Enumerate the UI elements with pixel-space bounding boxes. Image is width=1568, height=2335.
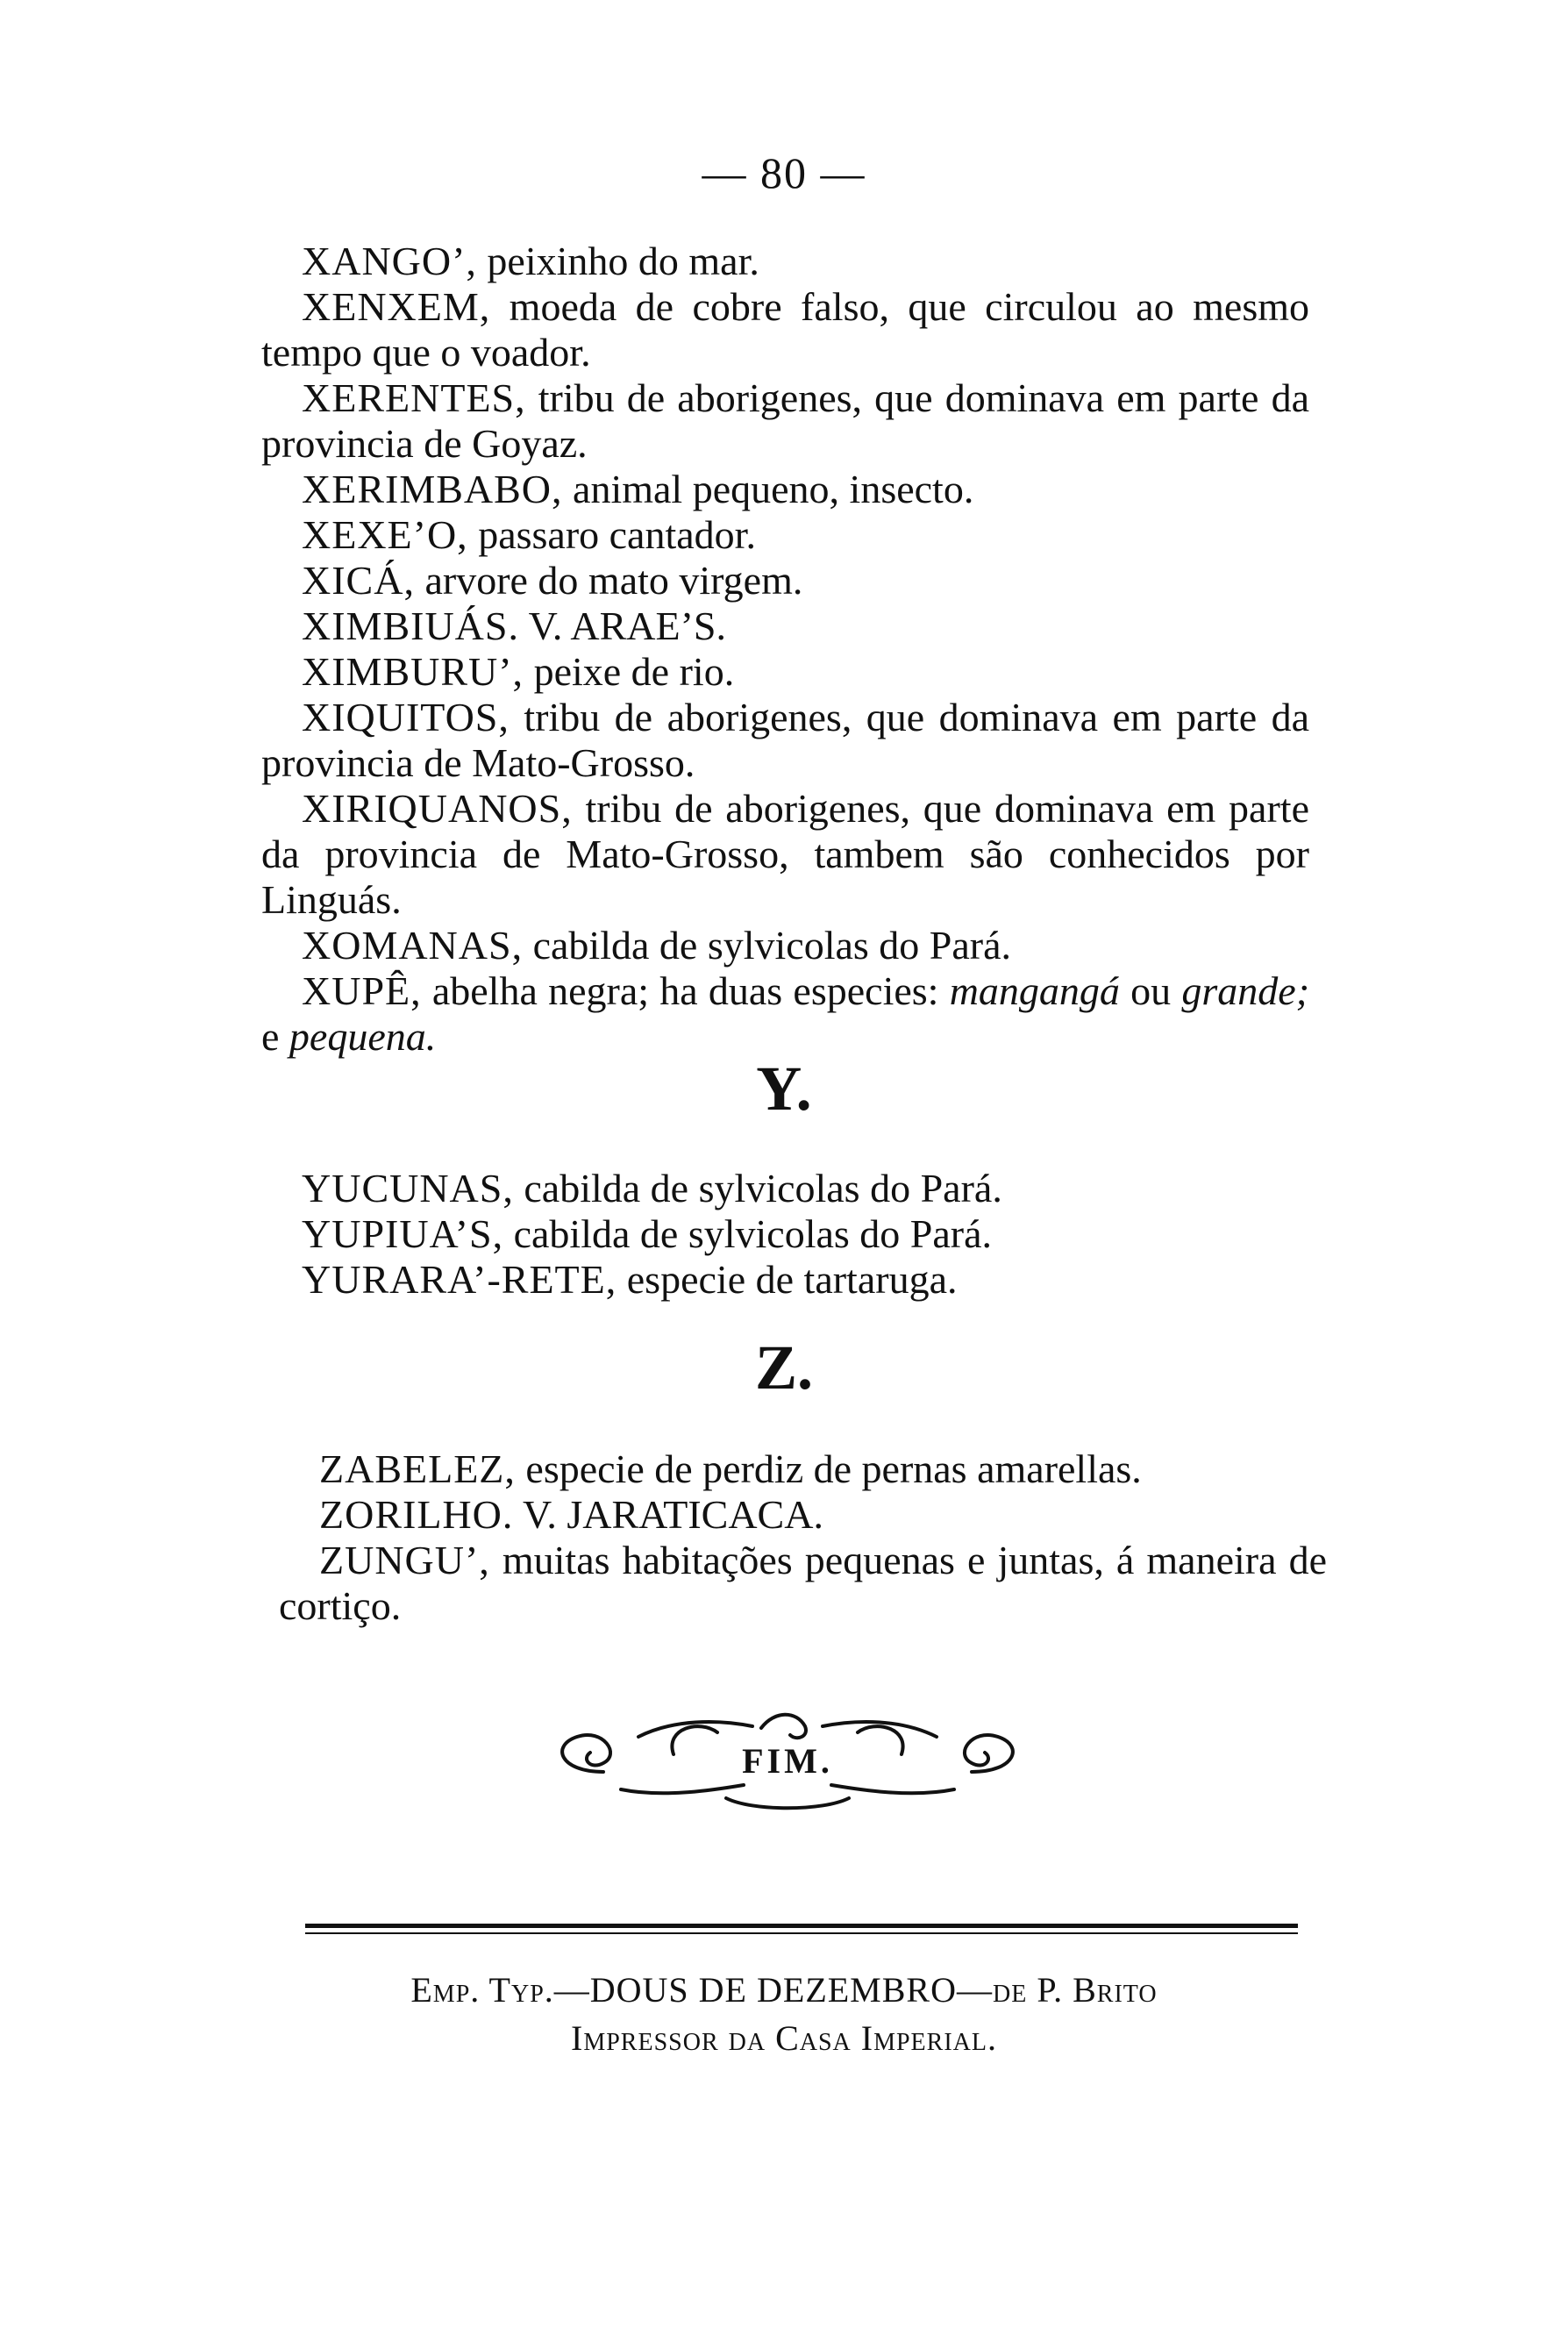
- definition: tribu de aborigenes, que dominava em parte da provincia de Goyaz.: [261, 375, 1309, 466]
- headword: YUCUNAS,: [302, 1166, 514, 1210]
- definition: moeda de cobre falso, que circulou ao mesmo tempo que o voador.: [261, 284, 1309, 375]
- x-entries-section: [261, 239, 1309, 1060]
- headword: XIRIQUANOS,: [302, 786, 573, 831]
- definition: V. JARATICACA.: [513, 1492, 823, 1537]
- headword: YURARA’-RETE,: [302, 1257, 617, 1302]
- headword: XICÁ,: [302, 558, 415, 603]
- dictionary-entry: [261, 512, 1309, 558]
- headword: XIMBIUÁS.: [302, 603, 519, 648]
- headword: XEXE’O,: [302, 512, 468, 557]
- headword: ZUNGU’,: [319, 1538, 490, 1582]
- z-entries-section: [279, 1446, 1327, 1629]
- definition: tribu de aborigenes, que dominava em parte da provincia de Mato-Grosso, tambem são conhecidos por Linguás.: [261, 786, 1309, 922]
- imprint-line-1: Emp. Typ.—DOUS DE DEZEMBRO—de P. Brito: [410, 1970, 1158, 2010]
- divider-rule-thin: [305, 1932, 1298, 1934]
- dictionary-entry: [261, 1166, 1309, 1211]
- definition: arvore do mato virgem.: [414, 558, 803, 603]
- dictionary-entry: [261, 467, 1309, 512]
- letter-heading-y: Y.: [756, 1053, 812, 1124]
- definition: tribu de aborigenes, que dominava em parte da provincia de Mato-Grosso.: [261, 695, 1309, 785]
- dictionary-entry: [261, 695, 1309, 786]
- headword: XANGO’,: [302, 239, 477, 283]
- definition: especie de tartaruga.: [617, 1257, 958, 1302]
- dictionary-entry: [261, 923, 1309, 968]
- dictionary-entry: [261, 1257, 1309, 1303]
- dictionary-entry: [261, 284, 1309, 375]
- italic-term: pequena.: [289, 1014, 437, 1059]
- headword: XIQUITOS,: [302, 695, 510, 739]
- definition: especie de perdiz de pernas amarellas.: [515, 1446, 1142, 1491]
- definition: animal pequeno, insecto.: [562, 467, 974, 511]
- dictionary-entry: [279, 1492, 1327, 1538]
- definition: passaro cantador.: [467, 512, 756, 557]
- headword: XUPÊ,: [302, 968, 422, 1013]
- headword: YUPIUA’S,: [302, 1211, 504, 1256]
- definition: muitas habitações pequenas e juntas, á maneira de cortiço.: [279, 1538, 1327, 1628]
- dictionary-entry: [261, 558, 1309, 603]
- headword: XENXEM,: [302, 284, 491, 329]
- definition-connector: e: [261, 1014, 289, 1059]
- definition: peixinho do mar.: [476, 239, 759, 283]
- dictionary-entry: [279, 1538, 1327, 1629]
- definition: cabilda de sylvicolas do Pará.: [523, 923, 1012, 968]
- headword: XERIMBABO,: [302, 467, 563, 511]
- headword: XERENTES,: [302, 375, 526, 420]
- italic-term: mangangá: [949, 968, 1120, 1013]
- headword: XIMBURU’,: [302, 649, 524, 694]
- definition: cabilda de sylvicolas do Pará.: [503, 1211, 993, 1256]
- imprint-line-2: Impressor da Casa Imperial.: [571, 2018, 997, 2058]
- definition: peixe de rio.: [524, 649, 735, 694]
- definition: abelha negra; ha duas especies:: [421, 968, 939, 1013]
- fim-ornament: [542, 1702, 1033, 1816]
- divider-rule: [305, 1924, 1298, 1928]
- dictionary-entry: [261, 603, 1309, 649]
- dictionary-entry: [261, 649, 1309, 695]
- dictionary-entry: [261, 1211, 1309, 1257]
- y-entries-section: [261, 1166, 1309, 1303]
- dictionary-entry: [279, 1446, 1327, 1492]
- definition: cabilda de sylvicolas do Pará.: [513, 1166, 1002, 1210]
- page-number: — 80 —: [702, 148, 866, 197]
- dictionary-entry: [261, 239, 1309, 284]
- headword: ZABELEZ,: [319, 1446, 516, 1491]
- dictionary-entry: [261, 786, 1309, 923]
- fim-label: FIM.: [742, 1741, 833, 1781]
- definition-connector: ou: [1119, 968, 1182, 1013]
- italic-term: grande;: [1181, 968, 1310, 1013]
- headword: XOMANAS,: [302, 923, 524, 968]
- dictionary-entry: [261, 375, 1309, 467]
- headword: ZORILHO.: [319, 1492, 514, 1537]
- letter-heading-z: Z.: [754, 1332, 814, 1403]
- definition: V. ARAE’S.: [518, 603, 727, 648]
- dictionary-entry: [261, 968, 1309, 1060]
